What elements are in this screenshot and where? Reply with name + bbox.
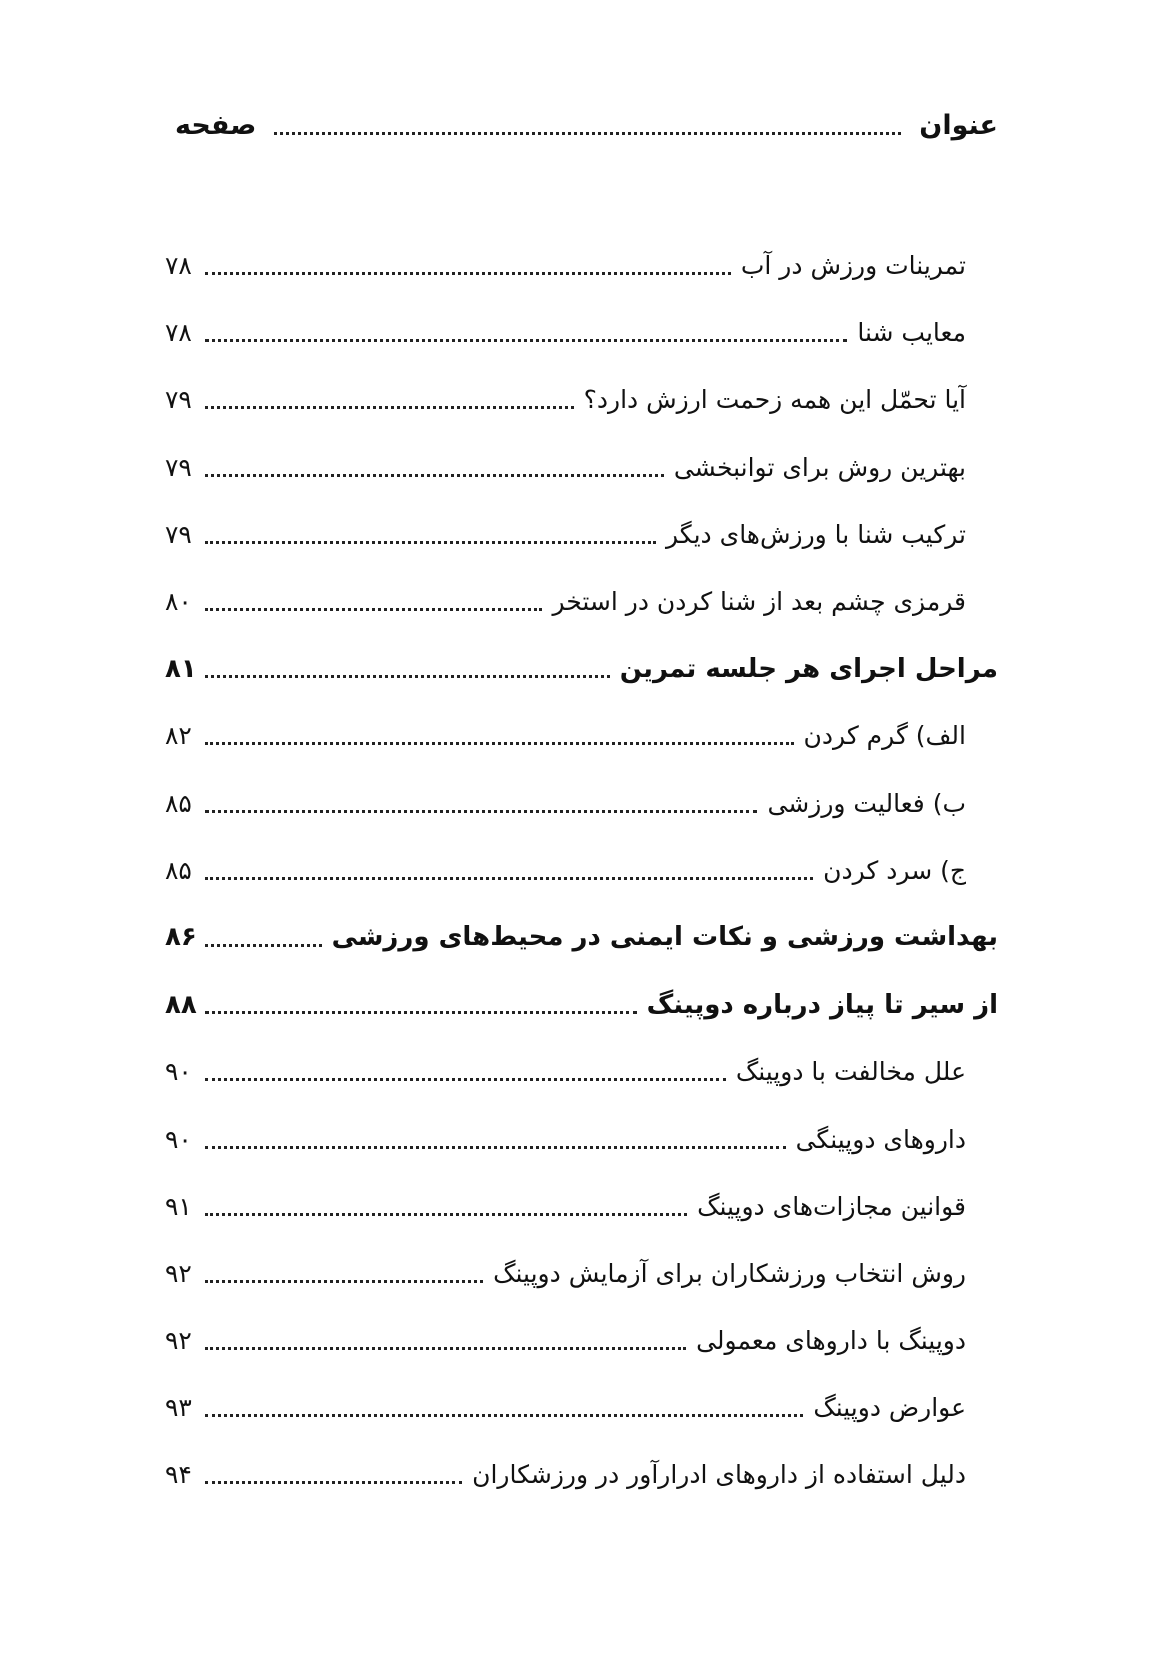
entry-page: ۹۱ bbox=[165, 1191, 192, 1221]
entry-page: ۸۰ bbox=[165, 587, 192, 617]
leader-dots bbox=[205, 406, 574, 409]
toc-entry[interactable] bbox=[165, 366, 998, 433]
entry-title: الف) گرم کردن bbox=[803, 721, 966, 751]
leader-dots bbox=[205, 541, 656, 544]
entry-page: ۷۹ bbox=[165, 519, 192, 549]
toc-entry[interactable] bbox=[165, 702, 998, 769]
entry-title: بهترین روش برای توانبخشی bbox=[673, 452, 966, 482]
entry-title: دلیل استفاده از داروهای ادرارآور در ورزشکاران bbox=[472, 1460, 966, 1490]
entry-page: ۹۲ bbox=[165, 1326, 192, 1356]
toc-entry[interactable] bbox=[165, 232, 998, 299]
leader-dots bbox=[205, 608, 542, 611]
leader-dots bbox=[205, 1078, 726, 1081]
toc-list bbox=[165, 232, 998, 1509]
toc-entry[interactable] bbox=[165, 971, 998, 1038]
leader-dots bbox=[205, 944, 322, 947]
entry-title: علل مخالفت با دوپینگ bbox=[735, 1057, 966, 1087]
leader-dots bbox=[205, 272, 731, 275]
entry-title: داروهای دوپینگی bbox=[795, 1124, 966, 1154]
header-page-label: صفحه bbox=[175, 109, 257, 141]
toc-entry[interactable] bbox=[165, 1441, 998, 1508]
entry-title: دوپینگ با داروهای معمولی bbox=[696, 1326, 966, 1356]
entry-page: ۸۵ bbox=[165, 788, 192, 818]
entry-page: ۸۱ bbox=[165, 653, 197, 684]
leader-dots bbox=[205, 1280, 483, 1283]
entry-title: ب) فعالیت ورزشی bbox=[767, 788, 966, 818]
leader-dots bbox=[205, 1347, 686, 1350]
toc-entry[interactable] bbox=[165, 1307, 998, 1374]
entry-title: از سیر تا پیاز درباره دوپینگ bbox=[646, 989, 998, 1020]
entry-page: ۸۸ bbox=[165, 989, 197, 1020]
entry-page: ۷۸ bbox=[165, 251, 192, 281]
leader-dots bbox=[205, 810, 757, 813]
toc-header bbox=[175, 103, 998, 147]
entry-page: ۹۲ bbox=[165, 1258, 192, 1288]
entry-page: ۷۸ bbox=[165, 318, 192, 348]
toc-entry[interactable] bbox=[165, 434, 998, 501]
entry-title: مراحل اجرای هر جلسه تمرین bbox=[619, 653, 998, 684]
toc-entry[interactable] bbox=[165, 770, 998, 837]
leader-dots bbox=[205, 1414, 803, 1417]
entry-title: بهداشت ورزشی و نکات ایمنی در محیط‌های ورزشی bbox=[331, 922, 998, 953]
header-title: عنوان bbox=[919, 109, 998, 141]
toc-entry[interactable] bbox=[165, 1173, 998, 1240]
toc-entry[interactable] bbox=[165, 1374, 998, 1441]
entry-title: روش انتخاب ورزشکاران برای آزمایش دوپینگ bbox=[493, 1258, 966, 1288]
entry-title: آیا تحمّل این همه زحمت ارزش دارد؟ bbox=[583, 385, 966, 415]
leader-dots bbox=[205, 742, 794, 745]
leader-dots bbox=[205, 1146, 786, 1149]
entry-page: ۷۹ bbox=[165, 385, 192, 415]
toc-entry[interactable] bbox=[165, 904, 998, 971]
toc-entry[interactable] bbox=[165, 837, 998, 904]
entry-title: ج) سرد کردن bbox=[823, 855, 966, 885]
entry-page: ۸۶ bbox=[165, 922, 197, 953]
entry-page: ۹۰ bbox=[165, 1057, 192, 1087]
toc-entry[interactable] bbox=[165, 635, 998, 702]
entry-page: ۸۵ bbox=[165, 855, 192, 885]
leader-dots bbox=[205, 1213, 687, 1216]
leader-dots bbox=[205, 474, 664, 477]
entry-title: عوارض دوپینگ bbox=[813, 1393, 966, 1423]
leader-dots bbox=[205, 877, 813, 880]
entry-title: قوانین مجازات‌های دوپینگ bbox=[697, 1191, 966, 1221]
entry-title: تمرینات ورزش در آب bbox=[740, 251, 966, 281]
leader-dots bbox=[205, 339, 847, 342]
entry-title: قرمزی چشم بعد از شنا کردن در استخر bbox=[552, 587, 966, 617]
toc-entry[interactable] bbox=[165, 568, 998, 635]
header-leader-dots bbox=[274, 132, 901, 135]
entry-page: ۹۰ bbox=[165, 1124, 192, 1154]
entry-title: معایب شنا bbox=[857, 318, 966, 348]
leader-dots bbox=[205, 1481, 462, 1484]
leader-dots bbox=[205, 1011, 637, 1014]
entry-page: ۷۹ bbox=[165, 452, 192, 482]
leader-dots bbox=[205, 675, 610, 678]
toc-entry[interactable] bbox=[165, 501, 998, 568]
entry-title: ترکیب شنا با ورزش‌های دیگر bbox=[665, 519, 966, 549]
toc-entry[interactable] bbox=[165, 299, 998, 366]
toc-entry[interactable] bbox=[165, 1240, 998, 1307]
entry-page: ۹۴ bbox=[165, 1460, 192, 1490]
entry-page: ۸۲ bbox=[165, 721, 192, 751]
entry-page: ۹۳ bbox=[165, 1393, 192, 1423]
toc-entry[interactable] bbox=[165, 1038, 998, 1105]
toc-entry[interactable] bbox=[165, 1105, 998, 1172]
